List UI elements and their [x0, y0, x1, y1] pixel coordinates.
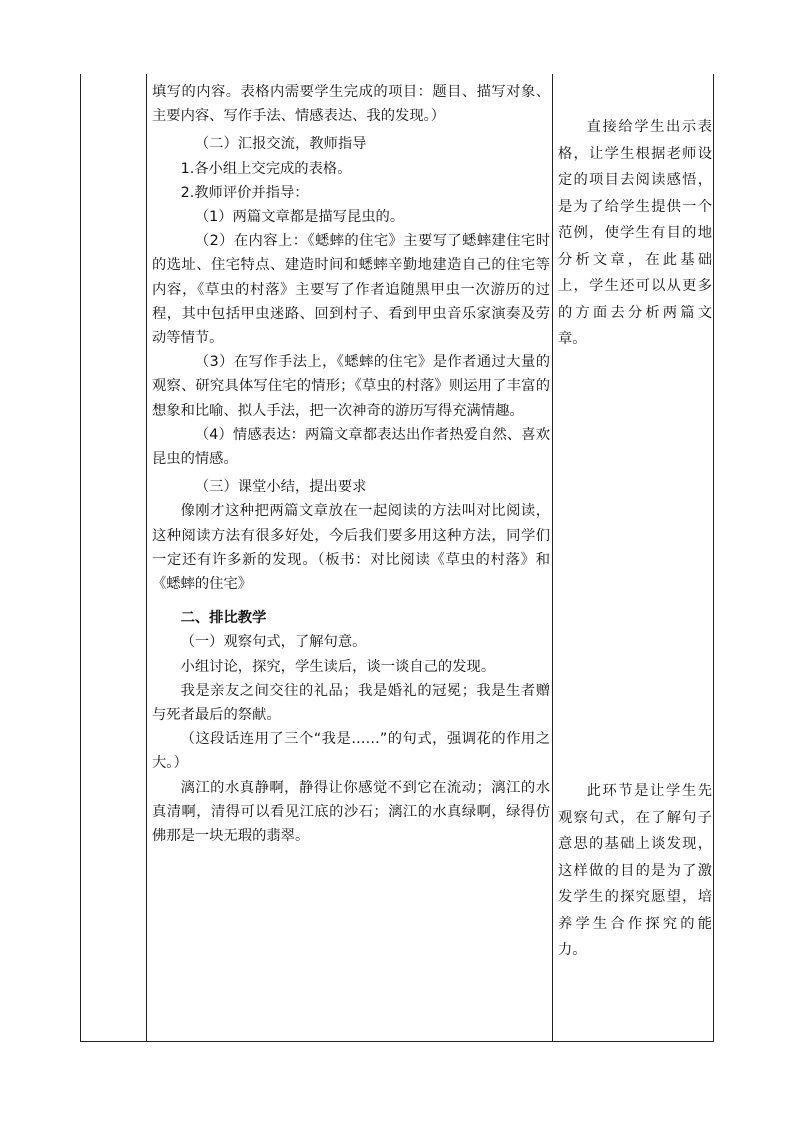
lesson-plan-table: [80, 74, 714, 1042]
design-note-text: 此环节是让学生先观察句式，在了解句子意思的基础上谈发现，这样做的目的是为了激发学生的探究愿望，培养学生合作探究的能力。: [558, 783, 712, 958]
table-border-right: [713, 74, 714, 1042]
table-divider-2: [552, 74, 553, 1042]
paragraph-summary: 像刚才这种把两篇文章放在一起阅读的方法叫对比阅读，这种阅读方法有很多好处，今后我们要多用这种方法，同学们一定还有许多新的发现。（板书：对比阅读《草虫的村落》和《蟋蟀的住宅》: [152, 503, 550, 593]
design-intent-note-1: [558, 114, 712, 353]
paragraph-point-1: （1）两篇文章都是描写昆虫的。: [194, 209, 405, 226]
table-border-left: [80, 74, 81, 1042]
paragraph-table-items: 填写的内容。表格内需要学生完成的项目：题目、描写对象、主要内容、写作手法、情感表达、我的发现。）: [152, 84, 550, 125]
table-border-bottom: [80, 1041, 714, 1042]
design-intent-note-2: [558, 778, 712, 964]
section-heading-summary: （三）课堂小结，提出要求: [194, 479, 367, 496]
table-divider-1: [146, 74, 147, 1042]
paragraph-group-discussion: 小组讨论，探究，学生读后，谈一谈自己的发现。: [180, 658, 496, 675]
paragraph-point-2: （2）在内容上：《蟋蟀的住宅》主要写了蟋蟀建住宅时的选址、住宅特点、建造时间和蟋蟀辛勤地建造自己的住宅等内容，《草虫的村落》主要写了作者追随黑甲虫一次游历的过程，其中包括甲虫迷路、回到村子、看到甲虫音乐家演奏及劳动等情节。: [152, 233, 550, 347]
paragraph-teacher-evaluate: 2.教师评价并指导：: [180, 184, 309, 201]
paragraph-submit-table: 1.各小组上交完成的表格。: [180, 160, 352, 177]
paragraph-point-4: （4）情感表达：两篇文章都表达出作者热爱自然、喜欢昆虫的情感。: [152, 426, 550, 468]
paragraph-example-lijiang: 漓江的水真静啊，静得让你感觉不到它在流动；漓江的水真清啊，清得可以看见江底的沙石；漓江的水真绿啊，绿得仿佛那是一块无瑕的翡翠。: [152, 779, 550, 845]
paragraph-example-flower: 我是亲友之间交往的礼品；我是婚礼的冠冕；我是生者赠与死者最后的祭献。: [152, 682, 550, 724]
section-heading-report: （二）汇报交流，教师指导: [194, 136, 367, 153]
design-note-text: 直接给学生出示表格，让学生根据老师设定的项目去阅读感悟，是为了给学生提供一个范例，使学生有目的地分析文章，在此基础上，学生还可以从更多的方面去分析两篇文章。: [558, 119, 712, 347]
section-heading-parallelism: 二、排比教学: [180, 610, 267, 627]
teaching-process-column: [152, 80, 550, 848]
paragraph-example-note: （这段话连用了三个“我是……”的句式，强调花的作用之大。）: [152, 731, 550, 772]
section-heading-observe: （一）观察句式，了解句意。: [180, 634, 367, 651]
paragraph-point-3: （3）在写作手法上，《蟋蟀的住宅》是作者通过大量的观察、研究具体写住宅的情形；《草虫的村落》则运用了丰富的想象和比喻、拟人手法，把一次神奇的游历写得充满情趣。: [152, 354, 550, 419]
